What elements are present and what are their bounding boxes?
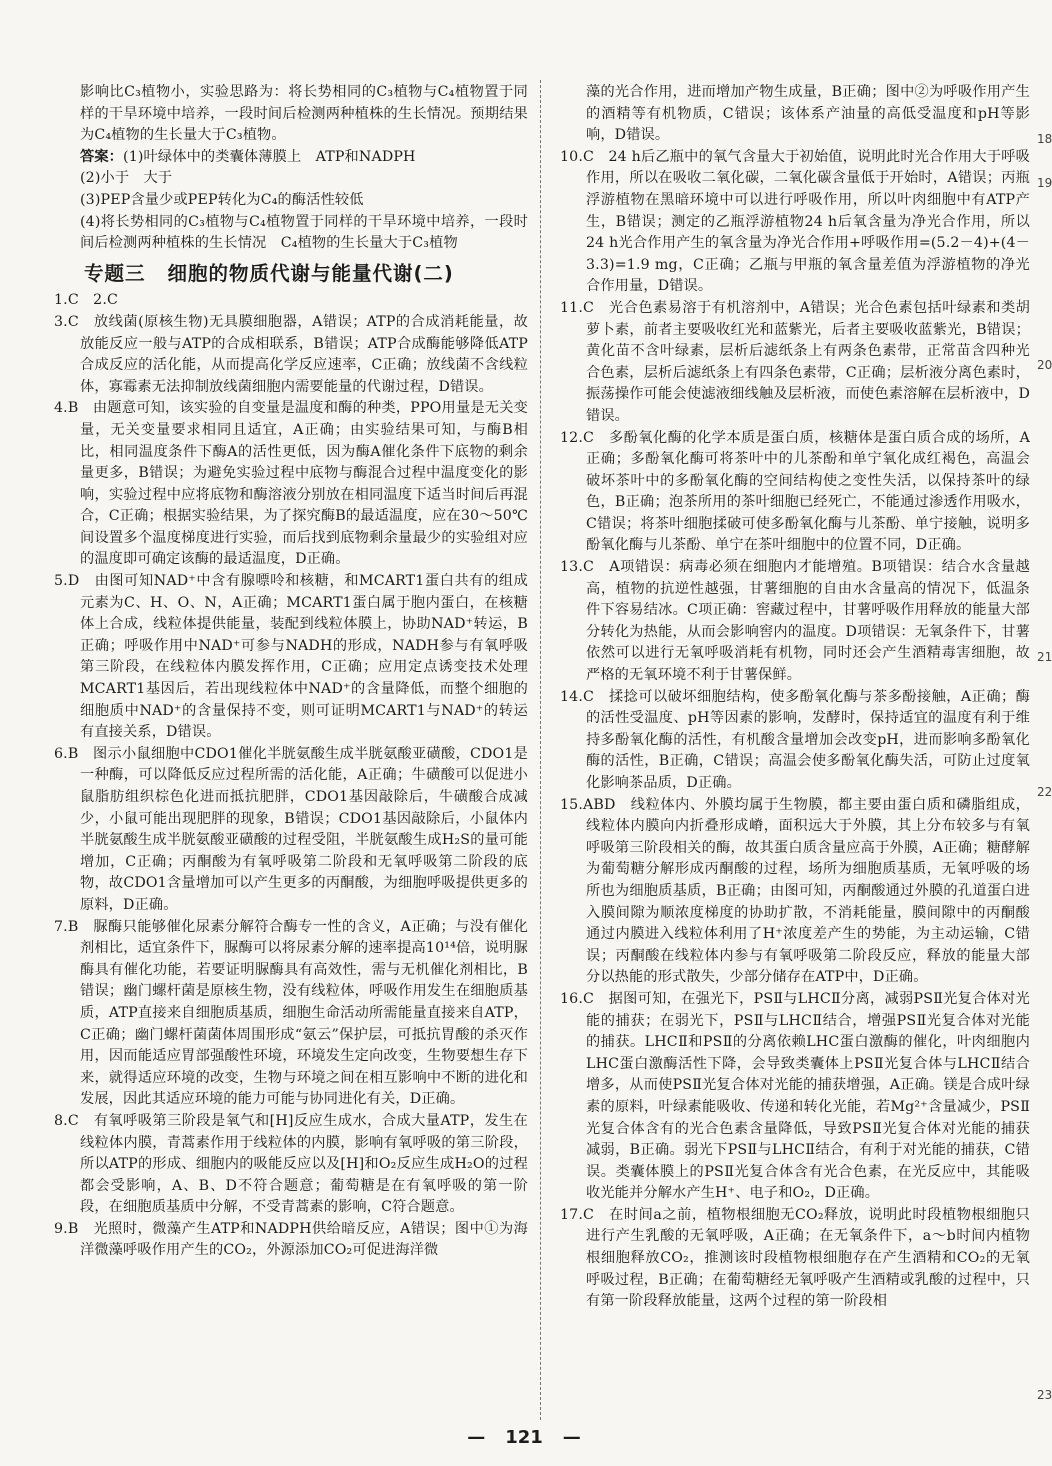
solution-item: 4.B 由题意可知，该实验的自变量是温度和酶的种类，PPO用量是无关变量，无关变量要求相同且适宜，A正确；由实验结果可知，与酶B相比，相同温度条件下酶A的活性更低，因为酶A催化条件下底物的剩余量更多，B错误；为避免实验过程中底物与酶混合过程中温度变化的影响，实验过程中应将底物和酶溶液分别放在相同温度下适当时间后再混合，C正确；根据实验结果，为了探究酶B的最适温度，应在30～50℃间设置多个温度梯度进行实验，而后找到底物剩余量最少的实验组对应的温度即可确定该酶的最适温度，D正确。 [54,400,528,568]
solution-item: 13.C A项错误：病毒必须在细胞内才能增殖。B项错误：结合水含量越高，植物的抗逆性越强，甘薯细胞的自由水含量高的情况下，低温条件下容易结冰。C项正确：窖藏过程中，甘薯呼吸作用释放的能量大部分转化为热能，从而会影响窖内的温度。D项错误：无氧条件下，甘薯依然可以进行无氧呼吸消耗有机物，同时还会产生酒精毒害细胞，故严格的无氧环境不利于甘薯保鲜。 [560,559,1030,684]
solution-item: 10.C 24 h后乙瓶中的氧气含量大于初始值，说明此时光合作用大于呼吸作用，所以在吸收二氧化碳，二氧化碳含量低于开始时，A错误；丙瓶浮游植物在黑暗环境中可以进行呼吸作用，所以叶肉细胞中有ATP产生，B错误；测定的乙瓶浮游植物24 h后氧含量为净光合作用，所以24 h光合作用产生的氧含量为净光合作用+呼吸作用=(5.2－4)+(4－3.3)=1.9 mg，C正确；乙瓶与甲瓶的氧含量差值为浮游植物的净光合作用量，D错误。 [560,148,1030,295]
solution-item: 3.C 放线菌(原核生物)无具膜细胞器，A错误；ATP的合成消耗能量，故放能反应一般与ATP的合成相联系，B错误；ATP合成酶能够降低ATP合成反应的活化能，从而提高化学反应速率，C正确；放线菌不含线粒体，寡霉素无法抑制放线菌细胞内需要能量的代谢过程，D错误。 [54,313,528,395]
edge-mark: 20 [1037,358,1052,372]
answer-block [54,147,528,255]
left-column [54,82,528,1262]
intro-block [54,82,528,147]
solution-item: 17.C 在时间a之前，植物根细胞无CO₂释放，说明此时段植物根细胞只进行产生乳酸的无氧呼吸，A正确；在无氧条件下，a～b时间内植物根细胞释放CO₂，推测该时段植物根细胞存在产生酒精和CO₂的无氧呼吸过程，B正确；在葡萄糖经无氧呼吸产生酒精或乳酸的过程中，只有第一阶段释放能量，这两个过程的第一阶段相 [560,1206,1030,1310]
answer-line-1 [80,147,528,169]
answer-item-2: (2)小于 大于 [80,170,173,187]
solution-item: 16.C 据图可知，在强光下，PSⅡ与LHCⅡ分离，减弱PSⅡ光复合体对光能的捕获；在弱光下，PSⅡ与LHCⅡ结合，增强PSⅡ光复合体对光能的捕获。LHCⅡ和PSⅡ的分离依赖LHC蛋白激酶的催化，叶肉细胞内LHC蛋白激酶活性下降，会导致类囊体上PSⅡ光复合体与LHCⅡ结合增多，从而使PSⅡ光复合体对光能的捕获增强，A正确。镁是合成叶绿素的原料，叶绿素能吸收、传递和转化光能，若Mg²⁺含量减少，PSⅡ光复合体含有的光合色素含量降低，导致PSⅡ光复合体对光能的捕获减弱，B正确。弱光下PSⅡ与LHCⅡ结合，有利于对光能的捕获，C错误。类囊体膜上的PSⅡ光复合体含有光合色素，在光反应中，其能吸收光能并分解水产生H⁺、电子和O₂，D正确。 [560,990,1030,1202]
solution-item: 12.C 多酚氧化酶的化学本质是蛋白质，核糖体是蛋白质合成的场所，A正确；多酚氧化酶可将茶叶中的儿茶酚和单宁氧化成红褐色，高温会破坏茶叶中的多酚氧化酶的空间结构使之变性失活，以保持茶叶的绿色，B正确；泡茶所用的茶叶细胞已经死亡，不能通过渗透作用吸水，C错误；将茶叶细胞揉破可使多酚氧化酶与儿茶酚、单宁接触，说明多酚氧化酶与儿茶酚、单宁在茶叶细胞中的位置不同，D正确。 [560,429,1030,554]
solution-item: 15.ABD 线粒体内、外膜均属于生物膜，都主要由蛋白质和磷脂组成，线粒体内膜向内折叠形成嵴，面积远大于外膜，其上分布较多与有氧呼吸第三阶段相关的酶，故其蛋白质含量应高于外膜，A正确；糖酵解为葡萄糖分解形成丙酮酸的过程，场所为细胞质基质，无氧呼吸的场所也为细胞质基质，B正确；由图可知，丙酮酸通过外膜的孔道蛋白进入膜间隙为顺浓度梯度的协助扩散，不消耗能量，膜间隙中的丙酮酸通过内膜进入线粒体利用了H⁺浓度差产生的势能，为主动运输，C错误；丙酮酸在线粒体内参与有氧呼吸第二阶段反应，释放的能量大部分以热能的形式散失，少部分储存在ATP中，D正确。 [560,796,1030,986]
section-number: 专题三 [84,261,146,285]
intro-paragraph: 影响比C₃植物小，实验思路为：将长势相同的C₃植物与C₄植物置于同样的干旱环境中培养，一段时间后检测两种植株的生长情况。预期结果为C₄植物的生长量大于C₃植物。 [80,84,528,144]
edge-mark: 22 [1037,785,1052,799]
answer-item-1: (1)叶绿体中的类囊体薄膜上 ATP和NADPH [123,148,416,165]
section-title-text: 细胞的物质代谢与能量代谢(二) [167,261,454,285]
page-footer [0,1427,1048,1448]
solution-item: 8.C 有氧呼吸第三阶段是氧气和[H]反应生成水，合成大量ATP，发生在线粒体内膜，青蒿素作用于线粒体的内膜，影响有氧呼吸的第三阶段，所以ATP的形成、细胞内的吸能反应以及[H]和O₂反应生成H₂O的过程都会受影响，A、B、D不符合题意；葡萄糖是在有氧呼吸的第一阶段，在细胞质基质中分解，不受青蒿素的影响，C符合题意。 [54,1112,528,1216]
section-heading [84,263,528,285]
edge-mark: 18 [1037,132,1052,146]
answer-item-4: (4)将长势相同的C₃植物与C₄植物置于同样的干旱环境中培养，一段时间后检测两种植株的生长情况 C₄植物的生长量大于C₃植物 [80,213,528,252]
right-column [560,82,1030,1313]
edge-mark: 21 [1037,650,1052,664]
edge-mark: 23 [1037,1388,1052,1402]
answer-item-3: (3)PEP含量少或PEP转化为C₄的酶活性较低 [80,191,364,208]
solution-item: 14.C 揉捻可以破坏细胞结构，使多酚氧化酶与茶多酚接触，A正确；酶的活性受温度、pH等因素的影响，发酵时，保持适宜的温度有利于维持多酚氧化酶的活性，有机酸含量增加会改变pH，进而影响多酚氧化酶的活性，B正确，C错误；高温会使多酚氧化酶失活，可防止过度氧化影响茶品质，D正确。 [560,688,1030,791]
edge-mark: 19 [1037,176,1052,190]
footer-dash-left: — [467,1427,486,1448]
footer-dash-right: — [562,1427,581,1448]
page-number: 121 [505,1427,543,1448]
column-divider [540,80,541,1420]
solution-item: 5.D 由图可知NAD⁺中含有腺嘌呤和核糖，和MCART1蛋白共有的组成元素为C、H、O、N，A正确；MCART1蛋白属于胞内蛋白，在核糖体上合成，线粒体提供能量，装配到线粒体膜上，协助NAD⁺转运，B正确；呼吸作用中NAD⁺可参与NADH的形成，NADH参与有氧呼吸第三阶段，在线粒体内膜发挥作用，C正确；应用定点诱变技术处理MCART1基因后，若出现线粒体中NAD⁺的含量降低，而整个细胞的细胞质中NAD⁺的含量保持不变，则可证明MCART1与NAD⁺的转运有直接关系，D错误。 [54,573,528,741]
solution-item: 9.B 光照时，微藻产生ATP和NADPH供给暗反应，A错误；图中①为海洋微藻呼吸作用产生的CO₂，外源添加CO₂可促进海洋微 [54,1220,528,1259]
solution-item: 11.C 光合色素易溶于有机溶剂中，A错误；光合色素包括叶绿素和类胡萝卜素，前者主要吸收红光和蓝紫光，后者主要吸收蓝紫光，B错误；黄化苗不含叶绿素，层析后滤纸条上有两条色素带，正常苗含四种光合色素，层析后滤纸条上有四条色素带，C正确；层析液分离色素时，振荡操作可能会使滤液细线触及层析液，而使色素溶解在层析液中，D错误。 [560,299,1030,424]
solution-item: 7.B 脲酶只能够催化尿素分解符合酶专一性的含义，A正确；与没有催化剂相比，适宜条件下，脲酶可以将尿素分解的速率提高10¹⁴倍，说明脲酶具有催化功能，若要证明脲酶具有高效性，需与无机催化剂相比，B错误；幽门螺杆菌是原核生物，没有线粒体，呼吸作用发生在细胞质基质，ATP直接来自细胞质基质，细胞生命活动所需能量直接来自ATP，C正确；幽门螺杆菌菌体周围形成“氨云”保护层，可抵抗胃酸的杀灭作用，因而能适应胃部强酸性环境，环境发生定向改变，生物要想生存下来，就得适应环境的改变，生物与环境之间在相互影响中不断的进化和发展，因此其适应环境的能力可能与协同进化有关，D正确。 [54,918,528,1108]
solution-item-continued: 藻的光合作用，进而增加产物生成量，B正确；图中②为呼吸作用产生的酒精等有机物质，C错误；该体系产油量的高低受温度和pH等影响，D错误。 [586,84,1030,144]
solution-item: 6.B 图示小鼠细胞中CDO1催化半胱氨酸生成半胱氨酸亚磺酸，CDO1是一种酶，可以降低反应过程所需的活化能，A正确；牛磺酸可以促进小鼠脂肪组织棕色化进而抵抗肥胖，CDO1基因敲除后，牛磺酸合成减少，小鼠可能出现肥胖的现象，B错误；CDO1基因敲除后，小鼠体内半胱氨酸生成半胱氨酸亚磺酸的过程受阻，半胱氨酸生成H₂S的量可能增加，C正确；丙酮酸为有氧呼吸第二阶段和无氧呼吸第二阶段的底物，故CDO1含量增加可以产生更多的丙酮酸，为细胞呼吸提供更多的原料，D正确。 [54,745,528,913]
solution-item: 1.C 2.C [54,292,119,309]
answer-label: 答案： [80,148,124,165]
